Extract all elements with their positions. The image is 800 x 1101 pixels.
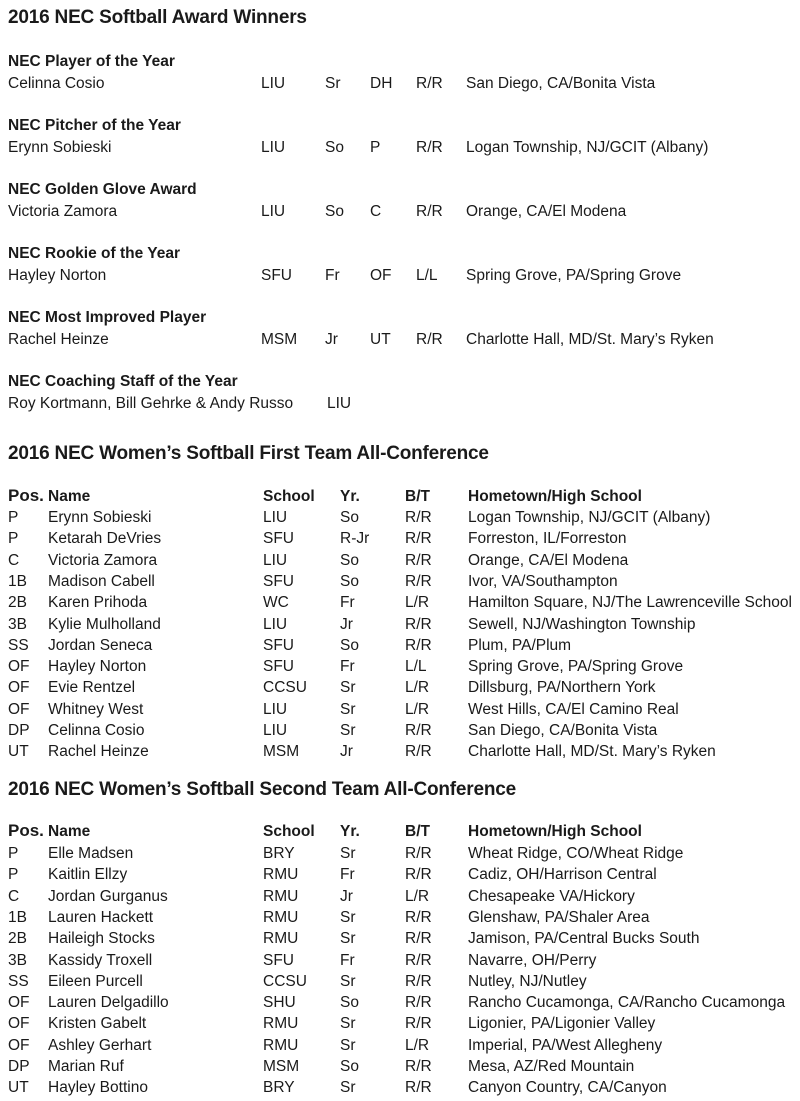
winner-hometown: Spring Grove, PA/Spring Grove: [466, 267, 682, 284]
table-row: [8, 1079, 798, 1100]
cell-school: LIU: [263, 615, 288, 633]
table-row: [8, 701, 798, 722]
award-title: NEC Player of the Year: [8, 53, 175, 70]
cell-hometown: Glenshaw, PA/Shaler Area: [468, 908, 650, 926]
cell-position: UT: [8, 743, 29, 761]
cell-school: RMU: [263, 887, 299, 905]
table-row: [8, 1037, 798, 1058]
cell-year: Fr: [340, 951, 355, 969]
cell-bats-throws: R/R: [405, 972, 432, 990]
column-header-hometown: Hometown/High School: [468, 488, 642, 505]
cell-school: RMU: [263, 866, 299, 884]
cell-bats-throws: L/L: [405, 658, 427, 676]
cell-hometown: Rancho Cucamonga, CA/Rancho Cucamonga: [468, 994, 786, 1012]
cell-bats-throws: R/R: [405, 866, 432, 884]
table-row: [8, 1015, 798, 1036]
winner-name: Rachel Heinze: [8, 331, 109, 348]
cell-bats-throws: R/R: [405, 572, 432, 590]
cell-year: Sr: [340, 1079, 356, 1097]
column-header-bats-throws: B/T: [405, 488, 430, 505]
winner-bats-throws: R/R: [416, 331, 443, 348]
cell-bats-throws: R/R: [405, 615, 432, 633]
cell-hometown: San Diego, CA/Bonita Vista: [468, 722, 658, 739]
cell-year: Fr: [340, 658, 355, 676]
cell-bats-throws: R/R: [405, 994, 432, 1012]
cell-hometown: Charlotte Hall, MD/St. Mary’s Ryken: [468, 743, 716, 761]
cell-hometown: Chesapeake VA/Hickory: [468, 887, 635, 905]
cell-hometown: Wheat Ridge, CO/Wheat Ridge: [468, 845, 684, 862]
cell-year: Sr: [340, 679, 356, 697]
table-row: [8, 679, 798, 700]
cell-player-name: Rachel Heinze: [48, 743, 149, 761]
winner-school: LIU: [261, 139, 286, 156]
winner-position: OF: [370, 267, 392, 284]
table-row: [8, 637, 798, 658]
award-winner-row: [8, 203, 798, 224]
cell-school: RMU: [263, 1036, 299, 1054]
cell-position: 3B: [8, 615, 27, 633]
cell-player-name: Haileigh Stocks: [48, 930, 155, 948]
cell-position: OF: [8, 994, 30, 1012]
winner-hometown: Orange, CA/El Modena: [466, 203, 627, 220]
winner-bats-throws: R/R: [416, 203, 443, 220]
cell-hometown: Dillsburg, PA/Northern York: [468, 679, 656, 697]
cell-year: Sr: [340, 700, 356, 718]
table-row: [8, 743, 798, 764]
cell-position: SS: [8, 636, 29, 654]
cell-player-name: Kaitlin Ellzy: [48, 866, 128, 884]
cell-player-name: Erynn Sobieski: [48, 509, 152, 526]
cell-position: C: [8, 551, 20, 569]
winner-name: Celinna Cosio: [8, 75, 105, 92]
table-row: [8, 952, 798, 973]
table-row: [8, 994, 798, 1015]
cell-school: SFU: [263, 572, 294, 590]
table-row: [8, 973, 798, 994]
award-title: NEC Rookie of the Year: [8, 245, 180, 262]
award-winner-row: [8, 331, 798, 352]
cell-year: Sr: [340, 1036, 356, 1054]
cell-hometown: Navarre, OH/Perry: [468, 951, 597, 969]
cell-position: P: [8, 530, 19, 548]
cell-bats-throws: R/R: [405, 636, 432, 654]
winner-school: LIU: [261, 75, 286, 92]
column-header-player-name: Name: [48, 488, 91, 505]
cell-bats-throws: R/R: [405, 908, 432, 926]
cell-position: OF: [8, 1015, 30, 1033]
cell-position: SS: [8, 972, 29, 990]
winner-school: SFU: [261, 267, 292, 284]
cell-hometown: Plum, PA/Plum: [468, 636, 572, 654]
table-row: [8, 722, 798, 743]
table-row: [8, 573, 798, 594]
cell-year: Jr: [340, 887, 353, 905]
cell-player-name: Ketarah DeVries: [48, 530, 162, 548]
winner-position: C: [370, 203, 382, 220]
table-row: [8, 845, 798, 866]
cell-position: 1B: [8, 908, 27, 926]
coaching-staff-names: Roy Kortmann, Bill Gehrke & Andy Russo: [8, 395, 294, 412]
winner-position: DH: [370, 75, 393, 92]
cell-player-name: Jordan Gurganus: [48, 887, 168, 905]
cell-player-name: Kristen Gabelt: [48, 1015, 147, 1033]
cell-bats-throws: R/R: [405, 509, 432, 526]
cell-school: SFU: [263, 951, 294, 969]
cell-position: OF: [8, 679, 30, 697]
cell-position: 2B: [8, 930, 27, 948]
cell-year: Sr: [340, 930, 356, 948]
table-header: [8, 823, 798, 844]
awards-title: 2016 NEC Softball Award Winners: [8, 7, 307, 28]
cell-player-name: Madison Cabell: [48, 572, 155, 590]
cell-hometown: Ivor, VA/Southampton: [468, 572, 618, 590]
cell-bats-throws: L/R: [405, 887, 430, 905]
cell-school: WC: [263, 594, 289, 612]
cell-school: RMU: [263, 1015, 299, 1033]
cell-year: Sr: [340, 1015, 356, 1033]
cell-position: 1B: [8, 572, 27, 590]
winner-year: Fr: [325, 267, 340, 284]
column-header-hometown: Hometown/High School: [468, 823, 642, 840]
cell-school: LIU: [263, 509, 288, 526]
cell-year: So: [340, 1058, 359, 1075]
cell-player-name: Lauren Hackett: [48, 908, 154, 926]
cell-bats-throws: R/R: [405, 1015, 432, 1033]
cell-bats-throws: R/R: [405, 530, 432, 548]
cell-bats-throws: R/R: [405, 1058, 432, 1075]
coaching-staff-row: [8, 395, 798, 416]
cell-position: DP: [8, 722, 30, 739]
cell-hometown: Spring Grove, PA/Spring Grove: [468, 658, 684, 676]
column-header-position: Pos.: [8, 821, 44, 840]
cell-year: Sr: [340, 908, 356, 926]
winner-name: Erynn Sobieski: [8, 139, 112, 156]
cell-bats-throws: R/R: [405, 930, 432, 948]
table-row: [8, 552, 798, 573]
cell-bats-throws: L/R: [405, 1036, 430, 1054]
cell-player-name: Eileen Purcell: [48, 972, 143, 990]
award-winner-row: [8, 267, 798, 288]
cell-position: P: [8, 845, 19, 862]
cell-school: CCSU: [263, 679, 307, 697]
cell-hometown: Ligonier, PA/Ligonier Valley: [468, 1015, 656, 1033]
cell-school: LIU: [263, 551, 288, 569]
cell-year: So: [340, 551, 359, 569]
cell-player-name: Ashley Gerhart: [48, 1036, 152, 1054]
cell-year: Jr: [340, 743, 353, 761]
cell-hometown: Nutley, NJ/Nutley: [468, 972, 587, 990]
column-header-school: School: [263, 488, 315, 505]
winner-position: UT: [370, 331, 391, 348]
cell-school: MSM: [263, 1058, 300, 1075]
cell-year: Sr: [340, 845, 356, 862]
winner-bats-throws: L/L: [416, 267, 438, 284]
cell-hometown: Hamilton Square, NJ/The Lawrenceville School: [468, 594, 792, 612]
cell-year: Sr: [340, 972, 356, 990]
cell-player-name: Whitney West: [48, 700, 144, 718]
cell-hometown: Jamison, PA/Central Bucks South: [468, 930, 700, 948]
award-winner-row: [8, 139, 798, 160]
cell-hometown: West Hills, CA/El Camino Real: [468, 700, 679, 718]
cell-year: So: [340, 509, 359, 526]
cell-school: LIU: [263, 700, 288, 718]
winner-hometown: Logan Township, NJ/GCIT (Albany): [466, 139, 709, 156]
cell-bats-throws: R/R: [405, 845, 432, 862]
cell-player-name: Elle Madsen: [48, 845, 134, 862]
second-team-title: 2016 NEC Women’s Softball Second Team All-Conference: [8, 779, 516, 800]
cell-hometown: Imperial, PA/West Allegheny: [468, 1036, 663, 1054]
coaching-staff-school: LIU: [327, 395, 352, 412]
cell-bats-throws: R/R: [405, 951, 432, 969]
cell-school: BRY: [263, 845, 295, 862]
table-row: [8, 530, 798, 551]
cell-hometown: Forreston, IL/Forreston: [468, 530, 627, 548]
cell-bats-throws: L/R: [405, 594, 430, 612]
cell-school: RMU: [263, 930, 299, 948]
winner-school: LIU: [261, 203, 286, 220]
table-row: [8, 1058, 798, 1079]
cell-school: CCSU: [263, 972, 307, 990]
column-header-bats-throws: B/T: [405, 823, 430, 840]
winner-hometown: Charlotte Hall, MD/St. Mary’s Ryken: [466, 331, 714, 348]
cell-hometown: Orange, CA/El Modena: [468, 551, 629, 569]
winner-year: So: [325, 139, 344, 156]
winner-bats-throws: R/R: [416, 139, 443, 156]
table-row: [8, 888, 798, 909]
winner-name: Hayley Norton: [8, 267, 107, 284]
cell-player-name: Evie Rentzel: [48, 679, 136, 697]
table-row: [8, 930, 798, 951]
cell-position: OF: [8, 700, 30, 718]
cell-year: So: [340, 572, 359, 590]
cell-position: DP: [8, 1058, 30, 1075]
cell-player-name: Kassidy Troxell: [48, 951, 153, 969]
cell-year: So: [340, 636, 359, 654]
cell-year: Jr: [340, 615, 353, 633]
cell-player-name: Hayley Norton: [48, 658, 147, 676]
column-header-year: Yr.: [340, 488, 360, 505]
cell-hometown: Mesa, AZ/Red Mountain: [468, 1058, 635, 1075]
award-title: NEC Pitcher of the Year: [8, 117, 181, 134]
cell-player-name: Kylie Mulholland: [48, 615, 161, 633]
cell-hometown: Cadiz, OH/Harrison Central: [468, 866, 657, 884]
table-row: [8, 509, 798, 530]
cell-player-name: Hayley Bottino: [48, 1079, 148, 1097]
cell-player-name: Victoria Zamora: [48, 551, 158, 569]
cell-school: MSM: [263, 743, 300, 761]
cell-position: OF: [8, 658, 30, 676]
table-row: [8, 658, 798, 679]
cell-year: So: [340, 994, 359, 1012]
cell-hometown: Canyon Country, CA/Canyon: [468, 1079, 667, 1097]
cell-player-name: Karen Prihoda: [48, 594, 148, 612]
winner-bats-throws: R/R: [416, 75, 443, 92]
cell-year: Fr: [340, 866, 355, 884]
cell-school: SFU: [263, 658, 294, 676]
winner-hometown: San Diego, CA/Bonita Vista: [466, 75, 656, 92]
cell-player-name: Lauren Delgadillo: [48, 994, 169, 1012]
winner-name: Victoria Zamora: [8, 203, 118, 220]
cell-bats-throws: L/R: [405, 700, 430, 718]
award-winner-row: [8, 75, 798, 96]
column-header-year: Yr.: [340, 823, 360, 840]
cell-school: LIU: [263, 722, 288, 739]
cell-school: SHU: [263, 994, 296, 1012]
award-title: NEC Golden Glove Award: [8, 181, 197, 198]
first-team-title: 2016 NEC Women’s Softball First Team All-Conference: [8, 443, 489, 464]
cell-school: SFU: [263, 530, 294, 548]
award-title: NEC Most Improved Player: [8, 309, 207, 326]
cell-position: OF: [8, 1036, 30, 1054]
winner-year: So: [325, 203, 344, 220]
cell-school: BRY: [263, 1079, 295, 1097]
cell-position: P: [8, 866, 19, 884]
cell-position: UT: [8, 1079, 29, 1097]
cell-school: RMU: [263, 908, 299, 926]
cell-position: C: [8, 887, 20, 905]
cell-bats-throws: R/R: [405, 722, 432, 739]
winner-year: Jr: [325, 331, 338, 348]
cell-player-name: Celinna Cosio: [48, 722, 145, 739]
winner-school: MSM: [261, 331, 298, 348]
cell-bats-throws: R/R: [405, 743, 432, 761]
column-header-school: School: [263, 823, 315, 840]
coaching-award-title: NEC Coaching Staff of the Year: [8, 373, 238, 390]
cell-year: Sr: [340, 722, 356, 739]
cell-year: Fr: [340, 594, 355, 612]
cell-player-name: Jordan Seneca: [48, 636, 153, 654]
cell-bats-throws: L/R: [405, 679, 430, 697]
table-row: [8, 616, 798, 637]
table-row: [8, 866, 798, 887]
column-header-player-name: Name: [48, 823, 91, 840]
cell-year: R-Jr: [340, 530, 370, 548]
cell-school: SFU: [263, 636, 294, 654]
table-row: [8, 594, 798, 615]
cell-hometown: Sewell, NJ/Washington Township: [468, 615, 696, 633]
cell-hometown: Logan Township, NJ/GCIT (Albany): [468, 509, 711, 526]
cell-player-name: Marian Ruf: [48, 1058, 124, 1075]
cell-bats-throws: R/R: [405, 551, 432, 569]
cell-bats-throws: R/R: [405, 1079, 432, 1097]
cell-position: 2B: [8, 594, 27, 612]
cell-position: 3B: [8, 951, 27, 969]
table-row: [8, 909, 798, 930]
column-header-position: Pos.: [8, 486, 44, 505]
cell-position: P: [8, 509, 19, 526]
winner-year: Sr: [325, 75, 341, 92]
winner-position: P: [370, 139, 381, 156]
table-header: [8, 488, 798, 509]
